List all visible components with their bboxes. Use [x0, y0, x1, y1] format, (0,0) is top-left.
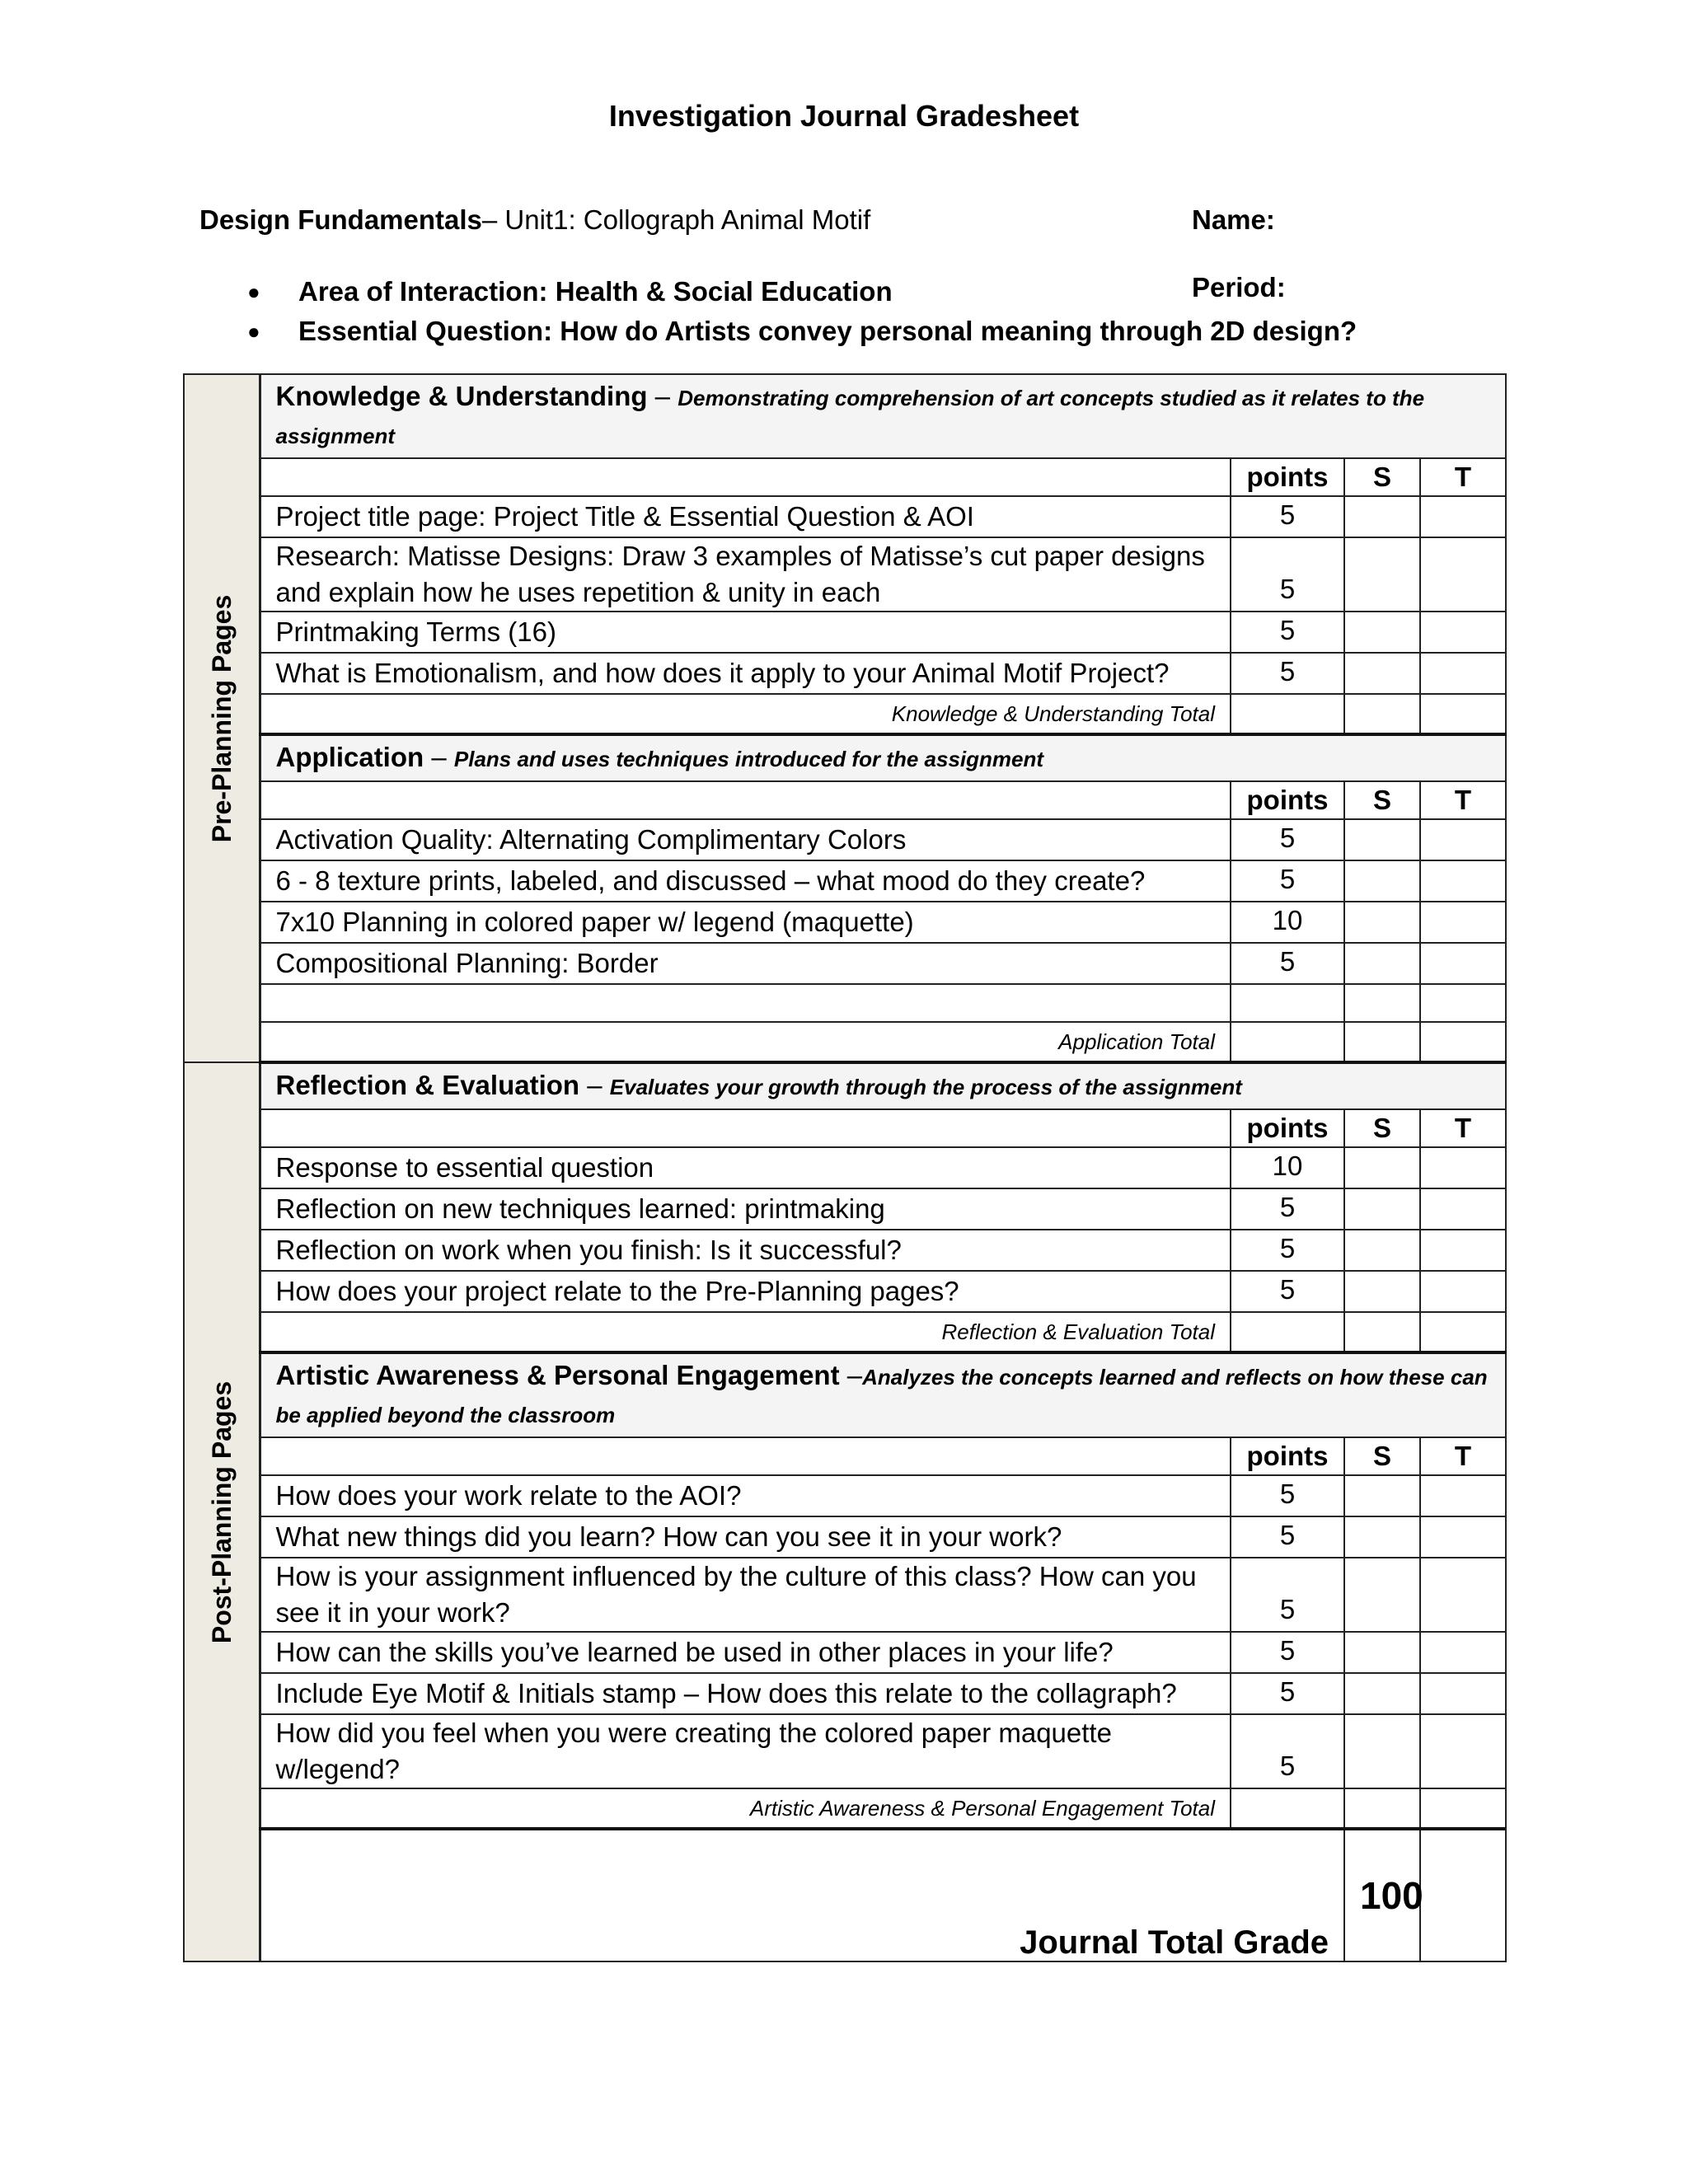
item-points: 5 — [1231, 1475, 1344, 1516]
side-panel-pre — [184, 374, 260, 1062]
s-cell[interactable] — [1344, 1632, 1420, 1673]
t-cell[interactable] — [1420, 1632, 1506, 1673]
s-cell[interactable] — [1344, 819, 1420, 860]
t-cell[interactable] — [1420, 819, 1506, 860]
section-description: Analyzes the concepts learned and reflects on how these can be applied beyond the classroom — [275, 1365, 1488, 1427]
t-cell[interactable] — [1420, 1714, 1506, 1788]
t-cell[interactable] — [1420, 1558, 1506, 1632]
item-points: 5 — [1231, 1188, 1344, 1230]
section-total-label: Artistic Awareness & Personal Engagement Total — [260, 1788, 1231, 1829]
side-label-post: Post-Planning Pages — [206, 1380, 237, 1643]
bullet-item — [247, 312, 1357, 351]
section-header-application: Application – Plans and uses techniques introduced for the assignment — [184, 734, 1506, 781]
item-points: 5 — [1231, 1632, 1344, 1673]
t-cell[interactable] — [1420, 1147, 1506, 1188]
s-cell[interactable] — [1344, 860, 1420, 902]
side-label-pre: Pre-Planning Pages — [206, 594, 237, 842]
table-row — [184, 902, 1506, 943]
t-cell[interactable] — [1420, 653, 1506, 694]
grand-total-row — [184, 1829, 1506, 1961]
s-cell[interactable] — [1344, 1516, 1420, 1558]
s-cell[interactable] — [1344, 612, 1420, 653]
section-title: Reflection & Evaluation — [275, 1070, 580, 1100]
column-header-row — [184, 1437, 1506, 1475]
item-text: Compositional Planning: Border — [260, 943, 1231, 984]
bullet-icon: ● — [247, 279, 260, 304]
s-cell[interactable] — [1344, 1714, 1420, 1788]
item-text: How is your assignment influenced by the culture of this class? How can you see it in your work? — [260, 1558, 1231, 1632]
table-row — [184, 653, 1506, 694]
s-header: S — [1344, 1437, 1420, 1475]
item-text: How did you feel when you were creating the colored paper maquette w/legend? — [260, 1714, 1231, 1788]
t-cell[interactable] — [1420, 943, 1506, 984]
t-header: T — [1420, 781, 1506, 819]
section-total-row — [184, 1788, 1506, 1829]
table-row — [184, 860, 1506, 902]
s-cell[interactable] — [1344, 1475, 1420, 1516]
section-title: Artistic Awareness & Personal Engagement — [275, 1360, 840, 1390]
s-cell[interactable] — [1344, 653, 1420, 694]
unit-name: – Unit1: Collograph Animal Motif — [481, 204, 871, 235]
item-text: Printmaking Terms (16) — [260, 612, 1231, 653]
section-total-label: Reflection & Evaluation Total — [260, 1312, 1231, 1352]
total-points-cell[interactable] — [1231, 694, 1344, 734]
item-points: 5 — [1231, 496, 1344, 537]
section-title: Knowledge & Understanding — [275, 381, 648, 411]
grand-total-points: 100 — [1344, 1829, 1420, 1961]
item-text: Research: Matisse Designs: Draw 3 examples of Matisse’s cut paper designs and explain how he uses repetition & unity in each — [260, 537, 1231, 612]
section-description: Evaluates your growth through the process of the assignment — [609, 1075, 1242, 1099]
table-row — [184, 496, 1506, 537]
t-header: T — [1420, 1109, 1506, 1147]
section-total-row — [184, 694, 1506, 734]
t-cell[interactable] — [1420, 1475, 1506, 1516]
item-points: 5 — [1231, 860, 1344, 902]
section-header-artistic-awareness: Artistic Awareness & Personal Engagement –Analyzes the concepts learned and reflects on how these can be applied beyond the classroom — [184, 1352, 1506, 1437]
t-header: T — [1420, 458, 1506, 496]
bullet-text: Essential Question: How do Artists convey personal meaning through 2D design? — [298, 316, 1357, 346]
table-row — [184, 943, 1506, 984]
table-row — [184, 612, 1506, 653]
item-text: Project title page: Project Title & Essential Question & AOI — [260, 496, 1231, 537]
t-cell[interactable] — [1420, 860, 1506, 902]
s-cell[interactable] — [1344, 1271, 1420, 1312]
item-text: What new things did you learn? How can you see it in your work? — [260, 1516, 1231, 1558]
section-total-row — [184, 1022, 1506, 1062]
bullet-item — [247, 272, 1357, 312]
t-cell[interactable] — [1420, 694, 1506, 734]
item-points: 5 — [1231, 653, 1344, 694]
bullet-text: Area of Interaction: Health & Social Education — [298, 276, 893, 307]
table-row — [184, 1673, 1506, 1714]
s-cell[interactable] — [1344, 1673, 1420, 1714]
page-title: Investigation Journal Gradesheet — [608, 99, 1080, 133]
t-header: T — [1420, 1437, 1506, 1475]
item-text: Activation Quality: Alternating Complimentary Colors — [260, 819, 1231, 860]
s-cell[interactable] — [1344, 1230, 1420, 1271]
side-panel-post — [184, 1062, 260, 1961]
item-text: Reflection on new techniques learned: printmaking — [260, 1188, 1231, 1230]
points-header: points — [1231, 1437, 1344, 1475]
t-cell[interactable] — [1420, 1230, 1506, 1271]
grade-table — [183, 373, 1507, 1962]
s-cell[interactable] — [1344, 902, 1420, 943]
name-label: Name: — [1192, 204, 1275, 235]
section-description: Plans and uses techniques introduced for the assignment — [453, 747, 1044, 771]
s-cell[interactable] — [1344, 1022, 1420, 1062]
table-row — [184, 1271, 1506, 1312]
table-row — [184, 819, 1506, 860]
t-cell[interactable] — [1420, 902, 1506, 943]
section-title: Application — [275, 742, 424, 772]
points-header: points — [1231, 458, 1344, 496]
table-row — [184, 1147, 1506, 1188]
t-cell[interactable] — [1420, 1312, 1506, 1352]
item-text: 7x10 Planning in colored paper w/ legend (maquette) — [260, 902, 1231, 943]
item-text: Include Eye Motif & Initials stamp – How does this relate to the collagraph? — [260, 1673, 1231, 1714]
points-header: points — [1231, 1109, 1344, 1147]
item-points: 5 — [1231, 1271, 1344, 1312]
column-header-row — [184, 458, 1506, 496]
item-points: 5 — [1231, 1230, 1344, 1271]
item-text: What is Emotionalism, and how does it apply to your Animal Motif Project? — [260, 653, 1231, 694]
table-row — [184, 537, 1506, 612]
points-header: points — [1231, 781, 1344, 819]
table-row — [184, 1558, 1506, 1632]
total-points-cell[interactable] — [1231, 1788, 1344, 1829]
section-total-row — [184, 1312, 1506, 1352]
item-points: 5 — [1231, 1714, 1344, 1788]
t-cell[interactable] — [1420, 1022, 1506, 1062]
column-header-row — [184, 1109, 1506, 1147]
t-cell[interactable] — [1420, 1516, 1506, 1558]
s-cell[interactable] — [1344, 496, 1420, 537]
s-header: S — [1344, 781, 1420, 819]
s-cell[interactable] — [1344, 1312, 1420, 1352]
s-cell[interactable] — [1344, 1558, 1420, 1632]
item-text: How does your work relate to the AOI? — [260, 1475, 1231, 1516]
item-text: Response to essential question — [260, 1147, 1231, 1188]
table-row — [184, 1516, 1506, 1558]
item-text: How does your project relate to the Pre-Planning pages? — [260, 1271, 1231, 1312]
s-cell[interactable] — [1344, 1188, 1420, 1230]
section-header-knowledge: Pre-Planning Pages Knowledge & Understanding – Demonstrating comprehension of art concepts studied as it relates to the assignment — [184, 374, 1506, 458]
course-line — [199, 204, 870, 236]
total-points-cell[interactable] — [1231, 1312, 1344, 1352]
s-cell[interactable] — [1420, 1829, 1506, 1961]
course-name: Design Fundamentals — [199, 204, 482, 235]
item-points: 10 — [1231, 1147, 1344, 1188]
period-label: Period: — [1192, 272, 1286, 302]
s-cell[interactable] — [1344, 943, 1420, 984]
section-description: Demonstrating comprehension of art concepts studied as it relates to the assignment — [275, 386, 1425, 448]
item-text: Reflection on work when you finish: Is it successful? — [260, 1230, 1231, 1271]
item-text: 6 - 8 texture prints, labeled, and discussed – what mood do they create? — [260, 860, 1231, 902]
item-points: 5 — [1231, 943, 1344, 984]
item-points: 5 — [1231, 819, 1344, 860]
item-points: 5 — [1231, 1558, 1344, 1632]
item-points: 10 — [1231, 902, 1344, 943]
t-cell[interactable] — [1420, 496, 1506, 537]
bullet-icon: ● — [247, 319, 260, 344]
t-cell[interactable] — [1420, 1673, 1506, 1714]
column-header-row — [184, 781, 1506, 819]
s-cell[interactable] — [1344, 537, 1420, 612]
s-cell[interactable] — [1344, 694, 1420, 734]
s-cell[interactable] — [1344, 1788, 1420, 1829]
table-row — [184, 1714, 1506, 1788]
table-row — [184, 1230, 1506, 1271]
bullet-list — [247, 272, 1357, 351]
grand-total-label: Journal Total Grade — [260, 1829, 1344, 1961]
item-points: 5 — [1231, 1673, 1344, 1714]
t-cell[interactable] — [1420, 1788, 1506, 1829]
t-cell[interactable] — [1420, 537, 1506, 612]
item-text: How can the skills you’ve learned be used in other places in your life? — [260, 1632, 1231, 1673]
t-cell[interactable] — [1420, 612, 1506, 653]
item-points: 5 — [1231, 537, 1344, 612]
s-cell[interactable] — [1344, 1147, 1420, 1188]
table-row — [184, 1188, 1506, 1230]
t-cell[interactable] — [1420, 1271, 1506, 1312]
section-total-label: Application Total — [260, 1022, 1231, 1062]
item-points: 5 — [1231, 1516, 1344, 1558]
table-row — [184, 1475, 1506, 1516]
section-header-reflection: Post-Planning Pages Reflection & Evaluation – Evaluates your growth through the process of the assignment — [184, 1062, 1506, 1109]
empty-row — [184, 984, 1506, 1022]
item-points: 5 — [1231, 612, 1344, 653]
table-row — [184, 1632, 1506, 1673]
t-cell[interactable] — [1420, 1188, 1506, 1230]
s-header: S — [1344, 1109, 1420, 1147]
total-points-cell[interactable] — [1231, 1022, 1344, 1062]
section-total-label: Knowledge & Understanding Total — [260, 694, 1231, 734]
s-header: S — [1344, 458, 1420, 496]
